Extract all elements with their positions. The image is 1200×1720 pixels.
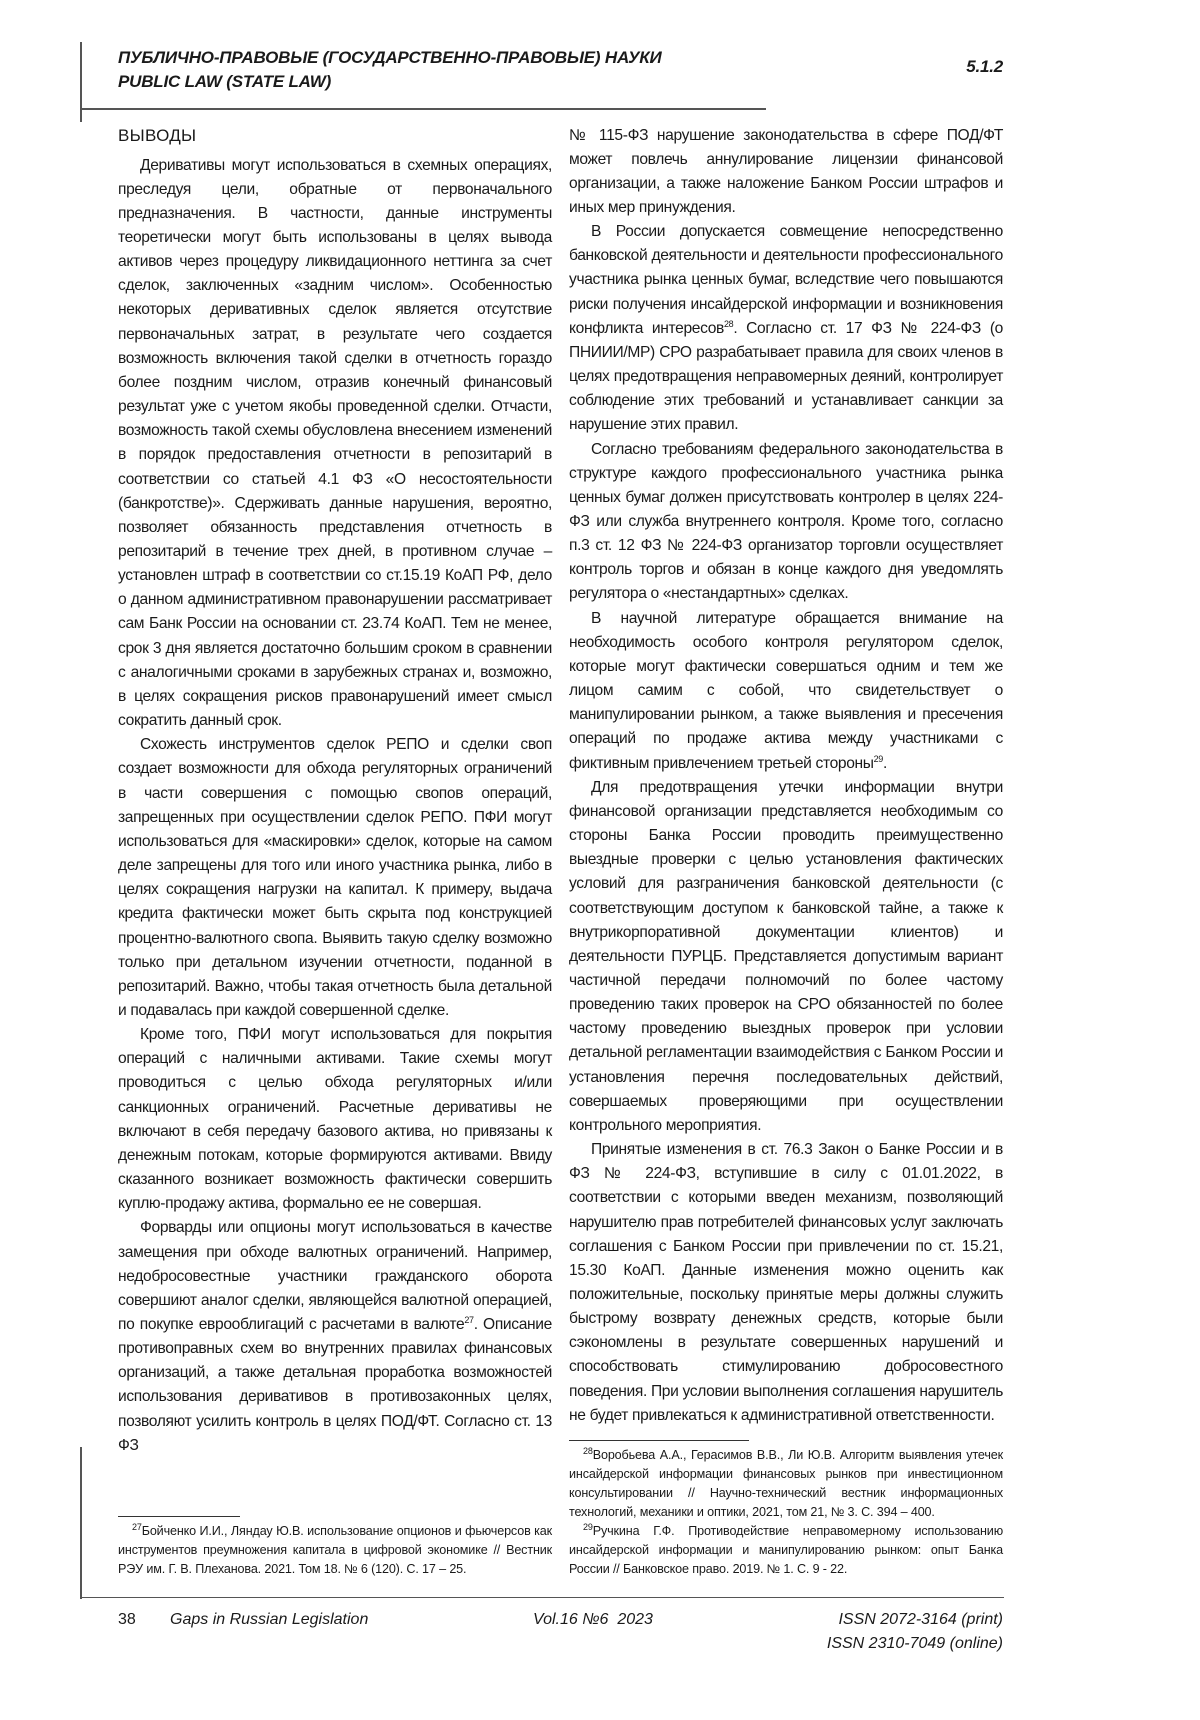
footnote-separator xyxy=(118,1516,240,1517)
footnote-29: $^{29}$Ручкина Г.Ф. Противодействие неправомерному использованию инсайдерской информации и манипулированию рынком: опыт Банка России // Банковское право. 2019. № 1. С. 9 - 22. xyxy=(569,1521,1003,1576)
paragraph: № 115-ФЗ нарушение законодательства в сфере ПОД/ФТ может повлечь аннулирование лицензии финансовой организации, а также наложение Банком России штрафов и иных мер принуждения. xyxy=(569,126,1003,216)
paragraph: Форварды или опционы могут использоваться в качестве замещения при обходе валютных ограничений. Например, недобросовестные участники гражданского оборота совершиют аналог сделки, являющейся валютной операцией, по покупке еврооблигаций с расчетами в валюте$^{27}$. Описание противоправных схем во внутренних правилах финансовых организаций, а также детальная проработка возможностей использования деривативов в противозаконных целях, позволяют усилить контроль в целях ПОД/ФТ. Согласно ст. 13 ФЗ xyxy=(118,1219,552,1454)
footnote-ref-27[interactable]: 27 xyxy=(464,1314,474,1325)
paragraph: В научной литературе обращается внимание на необходимость особого контроля регулятором сделок, которые могут фактически совершаться одним и тем же лицом самим с собой, что свидетельствует о манипулировании рынком, а также выявления и пресечения операций по продаже актива между участниками с фиктивным привлечением третьей стороны$^{29}$. xyxy=(569,609,1003,772)
paragraph: Согласно требованиям федерального законодательства в структуре каждого профессионального участника рынка ценных бумаг должен присутствовать контролер в целях 224-ФЗ или служба внутреннего контроля. Кроме того, согласно п.3 ст. 12 ФЗ № 224-ФЗ организатор торговли осуществляет контроль торгов и обязан в конце каждого дня уведомлять регулятора о «нестандартных» сделках. xyxy=(569,440,1003,603)
footnotes-left xyxy=(118,1522,552,1579)
paragraph: Принятые изменения в ст. 76.3 Закон о Банке России и в ФЗ № 224-ФЗ, вступившие в силу с 01.01.2022, в соответствии с которыми введен механизм, позволяющий нарушителю прав потребителей финансовых услуг заключать соглашения с Банком России при привлечении по ст. 15.21, 15.30 КоАП. Данные изменения можно оценить как положительные, поскольку принятые меры должны служить быстрому возврату денежных средств, которые были сэкономлены в результате совершенных нарушений и способствовать стимулированию добросовестного поведения. При условии выполнения соглашения нарушитель не будет привлекаться к административной ответственности. xyxy=(569,1141,1003,1424)
footnote-28: $^{28}$Воробьева А.А., Герасимов В.В., Ли Ю.В. Алгоритм выявления утечек инсайдерской информации финансовых рынков при инвестиционном консультировании // Научно-технический вестник информационных технологий, механики и оптики, 2021, том 21, № 3. С. 394 – 400. xyxy=(569,1445,1003,1519)
header-vertical-rule xyxy=(80,42,82,122)
issn-online: ISSN 2310-7049 (online) xyxy=(826,1635,1003,1653)
left-column xyxy=(118,154,552,1458)
footer-vertical-rule xyxy=(80,1447,82,1599)
header-rule xyxy=(80,108,766,110)
paragraph: Для предотвращения утечки информации внутри финансовой организации представляется необходимым со стороны Банка России проводить преимущественно выездные проверки с целью установления фактических условий для разграничения банковской деятельности (с соответствующим доступом к банковской тайне, а также к внутрикорпоративной документации клиентов) и деятельности ПУРЦБ. Представляется допустимым вариант частичной передачи полномочий по более частому проведению таких проверок на СРО обязанностей по более частому проведению выездных проверок при условии детальной регламентации взаимодействия с Банком России и установления перечня последовательных действий, совершаемых проверяющими при осуществлении контрольного мероприятия. xyxy=(569,778,1003,1134)
two-column-body xyxy=(118,124,1003,1579)
paragraph: Деривативы могут использоваться в схемных операциях, преследуя цели, обратные от первоначального предназначения. В частности, данные инструменты теоретически могут быть использованы в целях вывода активов через процедуру ликвидационного неттинга за счет сделок, заключенных «задним числом». Особенностью некоторых деривативных сделок является отсутствие первоначальных затрат, в результате чего создается возможность включения такой сделки в отчетность гораздо более поздним числом, отразив конечный финансовый результат уже с учетом якобы проведенной сделки. Отчасти, возможность такой схемы обусловлена внесением изменений в порядок предоставления отчетности в репозитарий в соответствии со статьей 4.1 ФЗ «О несостоятельности (банкротстве)». Сдерживать данные нарушения, вероятно, позволяет обязанность представления отчетность в репозитарий в течение трех дней, в противном случае – установлен штраф в соответствии со ст.15.19 КоАП РФ, дело о данном административном правонарушении рассматривает сам Банк России на основании ст. 23.74 КоАП. Тем не менее, срок 3 дня является достаточно большим сроком в сравнении с аналогичными сроками в зарубежных странах и, возможно, в целях сокращения рисков правонарушений имеет смысл сократить данный срок. xyxy=(118,156,552,730)
running-header xyxy=(118,46,1003,108)
footer-area xyxy=(0,1597,1200,1661)
journal-name: Gaps in Russian Legislation xyxy=(170,1611,369,1629)
issn-print: ISSN 2072-3164 (print) xyxy=(838,1611,1003,1629)
right-column xyxy=(569,124,1003,1428)
footnote-ref-28[interactable]: 28 xyxy=(724,318,734,329)
header-title-en: PUBLIC LAW (STATE LAW) xyxy=(118,72,332,91)
paragraph: Кроме того, ПФИ могут использоваться для покрытия операций с наличными активами. Такие схемы могут проводиться с целью обхода регуляторных и/или санкционных ограничений. Расчетные деривативы не включают в себя передачу базового актива, но привязаны к денежным потокам, которые формируются активами. Ввиду сказанного возникает возможность фактически совершить куплю-продажу актива, формально ее не совершая. xyxy=(118,1026,552,1213)
header-title-ru: ПУБЛИЧНО-ПРАВОВЫЕ (ГОСУДАРСТВЕННО-ПРАВОВЫЕ) НАУКИ xyxy=(118,48,662,67)
page-number: 38 xyxy=(118,1611,136,1629)
right-column-wrap xyxy=(569,124,1003,1579)
column-spacer xyxy=(569,1428,1003,1440)
left-column-wrap xyxy=(118,124,552,1579)
footnote-27: $^{27}$Бойченко И.И., Ляндау Ю.В. использование опционов и фьючерсов как инструментов преумножения капитала в цифровой экономике // Вестник РЭУ им. Г. В. Плеханова. 2021. Том 18. № 6 (120). С. 17 – 25. xyxy=(118,1521,552,1576)
header-section-code: 5.1.2 xyxy=(966,57,1003,76)
section-heading: ВЫВОДЫ xyxy=(118,125,197,145)
footnotes-right xyxy=(569,1446,1003,1579)
journal-volume: Vol.16 №6 2023 xyxy=(533,1611,653,1629)
column-spacer xyxy=(118,1458,552,1516)
footnote-separator xyxy=(569,1440,749,1441)
footnote-ref-29[interactable]: 29 xyxy=(873,753,883,764)
paragraph: Схожесть инструментов сделок РЕПО и сделки своп создает возможности для обхода регуляторных ограничений в части совершения с помощью свопов операций, запрещенных при осуществлении сделок РЕПО. ПФИ могут использоваться для «маскировки» сделок, которые на самом деле запрещены для того или иного участника рынка, либо в целях сокращения нагрузки на капитал. К примеру, выдача кредита фактически может быть скрыта под конструкцией процентно-валютного свопа. Выявить такую сделку возможно только при детальном изучении отчетности, поданной в репозитарий. Важно, чтобы такая отчетность была детальной и подавалась при каждой совершенной сделке. xyxy=(118,736,552,1019)
footer-rule xyxy=(80,1597,1004,1599)
paragraph: В России допускается совмещение непосредственно банковской деятельности и деятельности профессионального участника рынка ценных бумаг, вследствие чего повышаются риски получения инсайдерской информации и возникновения конфликта интересов$^{28}$. Согласно ст. 17 ФЗ № 224-ФЗ (о ПНИИИ/МР) СРО разрабатывает правила для своих членов в целях предотвращения неправомерных деяний, контролирует соблюдение этих требований и устанавливает санкции за нарушение этих правил. xyxy=(569,223,1003,434)
page-footer xyxy=(118,1608,1003,1660)
